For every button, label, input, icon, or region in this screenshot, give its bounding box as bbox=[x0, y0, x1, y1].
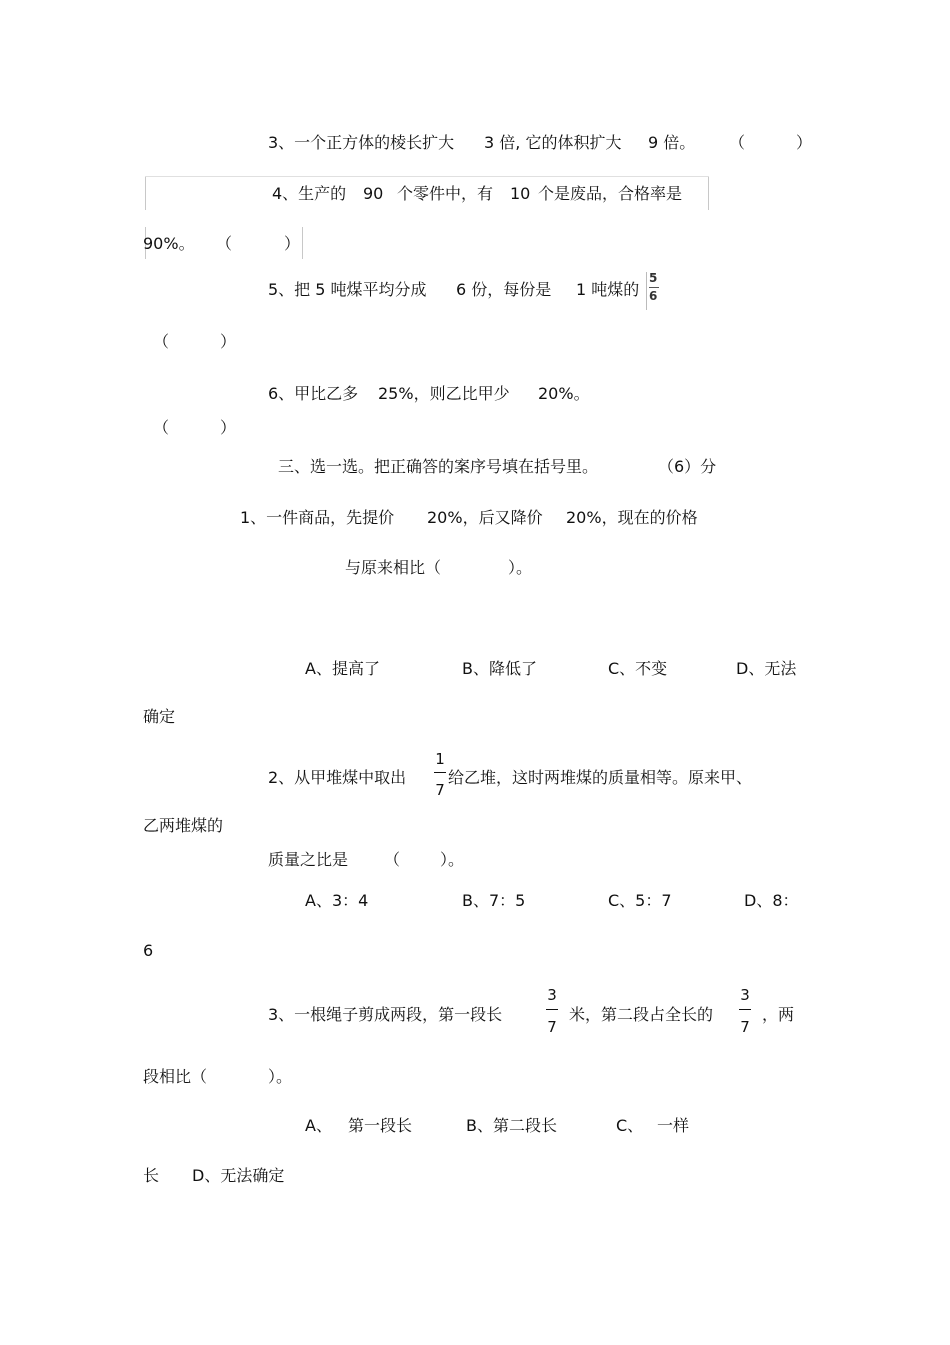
judge-6-text-c: 20%。 bbox=[538, 384, 590, 403]
choice-1-option-a: A、提高了 bbox=[305, 659, 380, 678]
fraction-image bbox=[646, 272, 659, 310]
choice-1-option-c: C、不变 bbox=[608, 659, 668, 678]
judge-6-text-b: 25%，则乙比甲少 bbox=[378, 384, 510, 403]
choice-3-option-c: C、 bbox=[616, 1116, 644, 1135]
choice-2-open-paren: （ bbox=[384, 850, 401, 869]
judge-5-text-b: 6 份，每份是 bbox=[456, 280, 552, 299]
fraction-image-denominator: 6 bbox=[649, 289, 658, 303]
choice-3-option-a-text: 第一段长 bbox=[348, 1116, 413, 1135]
choice-1-option-d-cont: 确定 bbox=[143, 707, 176, 726]
choice-1-text-b: 20%，后又降价 bbox=[427, 508, 543, 527]
judge-6-text: 6、甲比乙多 bbox=[268, 384, 359, 403]
judge-5-text: 5、把 5 吨煤平均分成 bbox=[268, 280, 427, 299]
choice-3-text-d: 段相比（ bbox=[143, 1067, 208, 1086]
choice-3-close: ）。 bbox=[268, 1067, 293, 1086]
choice-2-option-a: A、3：4 bbox=[305, 891, 369, 910]
section-3-heading: 三、选一选。把正确答的案序号填在括号里。 bbox=[278, 457, 599, 476]
choice-3-option-c-text: 一样 bbox=[657, 1116, 690, 1135]
fraction-image-bar bbox=[649, 287, 659, 288]
choice-2-text: 2、从甲堆煤中取出 bbox=[268, 768, 407, 787]
judge-3-text-c: 9 倍。 bbox=[648, 133, 696, 152]
choice-2-close: ）。 bbox=[440, 850, 465, 869]
choice-3-text-c: ，两 bbox=[762, 1005, 795, 1024]
choice-3-text-b: 米，第二段占全长的 bbox=[569, 1005, 714, 1024]
choice-2-text-b: 给乙堆，这时两堆煤的质量相等。原来甲、 bbox=[448, 768, 753, 787]
choice-2-text-d: 质量之比是 bbox=[268, 850, 349, 869]
choice-3-frac1-bar bbox=[546, 1009, 558, 1010]
judge-4-text: 4、生产的 bbox=[272, 184, 347, 203]
choice-3-option-a: A、 bbox=[305, 1116, 332, 1135]
choice-2-frac-num: 1 bbox=[435, 750, 445, 768]
choice-1-option-b: B、降低了 bbox=[462, 659, 537, 678]
judge-3-text-b: 3 倍, 它的体积扩大 bbox=[484, 133, 622, 152]
judge-4-close-paren: ） bbox=[284, 234, 301, 253]
judge-6-open-paren: （ bbox=[153, 418, 170, 437]
choice-2-option-d-cont: 6 bbox=[143, 941, 154, 960]
judge-5-close-paren: ） bbox=[220, 332, 237, 351]
choice-3-frac2-bar bbox=[739, 1009, 751, 1010]
choice-3-text: 3、一根绳子剪成两段，第一段长 bbox=[268, 1005, 503, 1024]
choice-3-frac2-num: 3 bbox=[740, 986, 750, 1004]
choice-2-frac-bar bbox=[434, 772, 446, 773]
choice-2-frac-den: 7 bbox=[435, 781, 445, 799]
choice-3-option-c-cont: 长 bbox=[143, 1166, 160, 1185]
frame-line-right bbox=[708, 176, 709, 210]
frame-line-top bbox=[145, 176, 709, 177]
choice-3-frac1-num: 3 bbox=[547, 986, 557, 1004]
choice-3-option-d: D、无法确定 bbox=[192, 1166, 285, 1185]
judge-3-close-paren: ） bbox=[796, 133, 813, 152]
judge-4-text-b: 个零件中，有 bbox=[397, 184, 494, 203]
judge-4-rate: 90%。 bbox=[143, 234, 195, 253]
choice-2-option-d: D、8： bbox=[744, 891, 799, 910]
judge-3-open-paren: （ bbox=[729, 133, 746, 152]
choice-1-option-d: D、无法 bbox=[736, 659, 797, 678]
choice-3-option-b: B、第二段长 bbox=[466, 1116, 557, 1135]
choice-1-close: ）。 bbox=[508, 558, 533, 577]
choice-3-frac2-den: 7 bbox=[740, 1018, 750, 1036]
choice-2-option-c: C、5：7 bbox=[608, 891, 672, 910]
choice-2-text-c: 乙两堆煤的 bbox=[143, 816, 224, 835]
choice-1-text-d: 与原来相比（ bbox=[345, 558, 442, 577]
frame-line-left bbox=[145, 176, 146, 210]
choice-1-text: 1、一件商品，先提价 bbox=[240, 508, 395, 527]
judge-4-num-10: 10 bbox=[510, 184, 531, 203]
choice-2-option-b: B、7：5 bbox=[462, 891, 526, 910]
judge-5-text-c: 1 吨煤的 bbox=[576, 280, 640, 299]
fraction-image-numerator: 5 bbox=[649, 271, 658, 285]
judge-6-close-paren: ） bbox=[220, 418, 237, 437]
judge-4-text-c: 个是废品，合格率是 bbox=[538, 184, 683, 203]
judge-4-open-paren: （ bbox=[216, 234, 233, 253]
choice-3-frac1-den: 7 bbox=[547, 1018, 557, 1036]
judge-3-text: 3、一个正方体的棱长扩大 bbox=[268, 133, 455, 152]
judge-5-open-paren: （ bbox=[153, 332, 170, 351]
section-3-score: （6）分 bbox=[658, 457, 717, 476]
judge-4-num-90: 90 bbox=[363, 184, 384, 203]
frame-line-right-2 bbox=[302, 227, 303, 259]
choice-1-text-c: 20%，现在的价格 bbox=[566, 508, 698, 527]
